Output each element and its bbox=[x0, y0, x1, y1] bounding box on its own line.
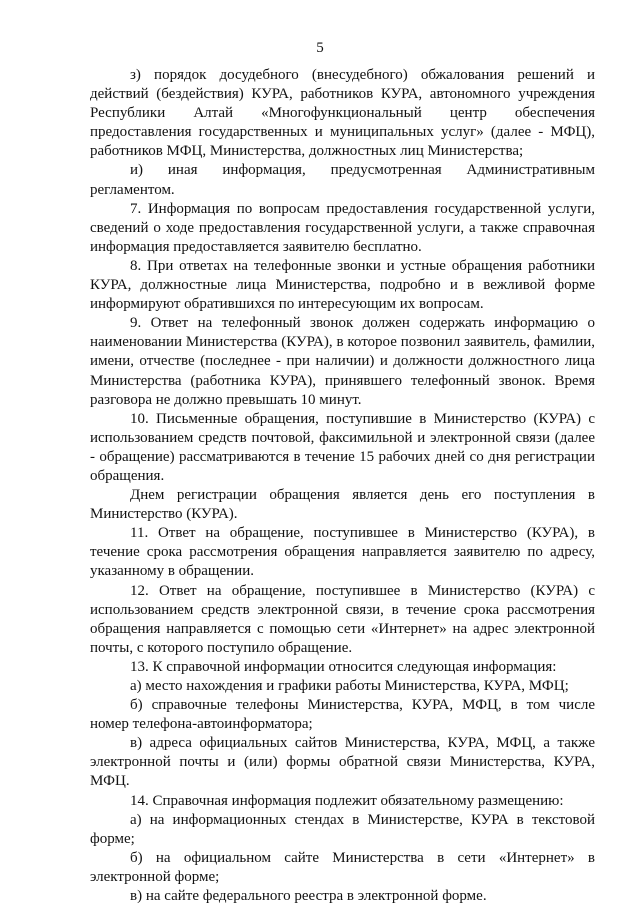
paragraph-10: 10. Письменные обращения, поступившие в Министерство (КУРА) с использованием средств почтовой, факсимильной и электронной связи (далее - обращение) рассматриваются в течение 15 рабочих дней со дня регистрации обращения. bbox=[90, 410, 595, 484]
paragraph-14-b: б) на официальном сайте Министерства в сети «Интернет» в электронной форме; bbox=[90, 849, 595, 885]
paragraph-8: 8. При ответах на телефонные звонки и устные обращения работники КУРА, должностные лица Министерства, подробно и в вежливой форме информируют обратившихся по интересующим их вопросам. bbox=[90, 257, 595, 313]
paragraph-12: 12. Ответ на обращение, поступившее в Министерство (КУРА) с использованием средств электронной связи, в течение срока рассмотрения обращения направляется с помощью сети «Интернет» на адрес электронной почты, с которого поступило обращение. bbox=[90, 582, 595, 656]
paragraph-13: 13. К справочной информации относится следующая информация: bbox=[130, 658, 557, 675]
paragraph-13-v: в) адреса официальных сайтов Министерства, КУРА, МФЦ, а также электронной почты и (или) формы обратной связи Министерства, КУРА, МФЦ. bbox=[90, 735, 595, 790]
paragraph-14-a: а) на информационных стендах в Министерстве, КУРА в текстовой форме; bbox=[90, 811, 595, 847]
paragraph-9: 9. Ответ на телефонный звонок должен содержать информацию о наименовании Министерства (КУРА), в которое позвонил заявитель, фамилии, имени, отчестве (последнее - при наличии) и должности должностного лица Министерства (работника КУРА), принявшего телефонный звонок. Время разговора не должно превышать 10 минут. bbox=[90, 315, 595, 408]
paragraph-item-i: и) иная информация, предусмотренная Административным регламентом. bbox=[90, 162, 595, 198]
paragraph-item-z: з) порядок досудебного (внесудебного) обжалования решений и действий (бездействия) КУРА, работников КУРА, автономного учреждения Республики Алтай «Многофункциональный центр обеспечения предоставления государственных и муниципальных услуг» (далее - МФЦ), работников МФЦ, Министерства, должностных лиц Министерства; bbox=[90, 67, 595, 160]
document-body bbox=[90, 66, 595, 906]
paragraph-13-a: а) место нахождения и графики работы Министерства, КУРА, МФЦ; bbox=[130, 678, 569, 694]
paragraph-11: 11. Ответ на обращение, поступившее в Министерство (КУРА), в течение срока рассмотрения обращения направляется заявителю по адресу, указанному в обращении. bbox=[90, 525, 595, 580]
paragraph-registration-day: Днем регистрации обращения является день его поступления в Министерство (КУРА). bbox=[90, 487, 595, 523]
paragraph-14-v: в) на сайте федерального реестра в электронной форме. bbox=[130, 888, 487, 905]
paragraph-14: 14. Справочная информация подлежит обязательному размещению: bbox=[130, 792, 564, 809]
paragraph-7: 7. Информация по вопросам предоставления государственной услуги, сведений о ходе предоставления государственной услуги, а также справочная информация предоставляется заявителю бесплатно. bbox=[90, 200, 595, 255]
page-number: 5 bbox=[316, 40, 324, 56]
paragraph-13-b: б) справочные телефоны Министерства, КУРА, МФЦ, в том числе номер телефона-автоинформатора; bbox=[90, 697, 595, 733]
